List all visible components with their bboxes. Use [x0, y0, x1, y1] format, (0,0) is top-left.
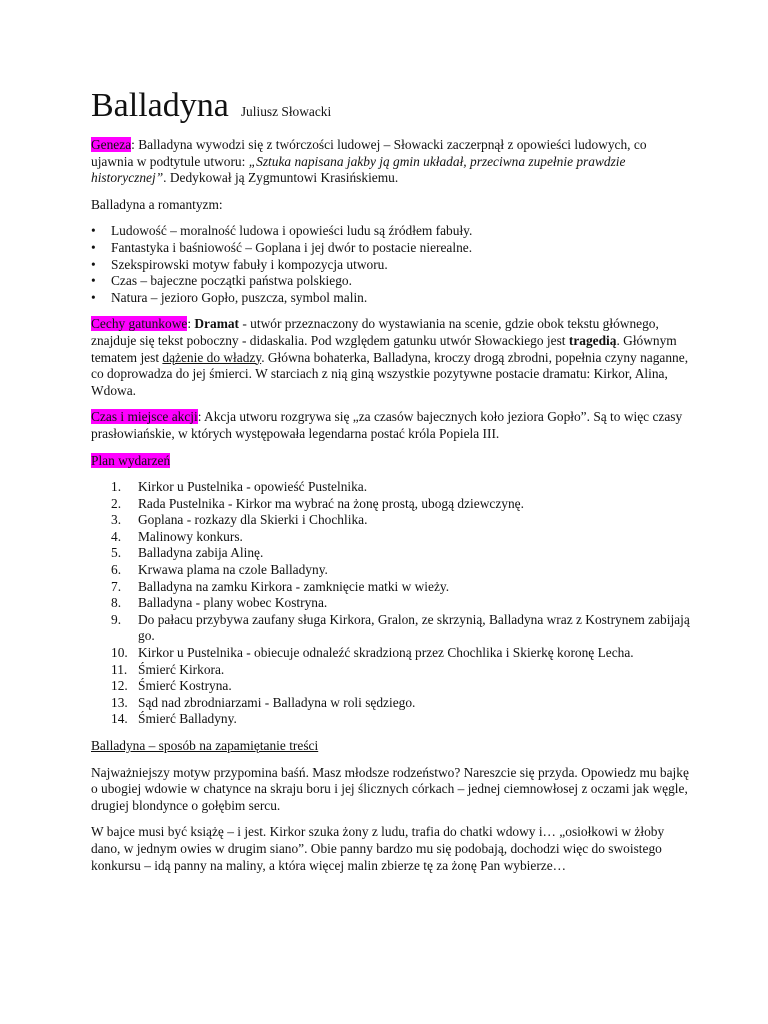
list-number: 10.	[111, 645, 128, 661]
list-item	[91, 695, 691, 712]
romantyzm-list	[91, 223, 691, 306]
plan-list	[91, 479, 691, 728]
list-item	[91, 289, 691, 307]
sposob-paragraph-1: Najważniejszy motyw przypomina baśń. Masz młodsze rodzeństwo? Nareszcie się przyda. Opowiedz mu bajkę o ubogiej wdowie w chatynce na skraju boru i jej ślicznych córkach – jednej ciemnowłosej z oczami jak węgle, drugiej blondynce o gołębim sercu.	[91, 764, 689, 813]
list-number: 14.	[111, 711, 128, 727]
list-number: 4.	[111, 528, 122, 544]
czas-paragraph	[91, 409, 691, 442]
list-item	[91, 678, 691, 695]
bullet-icon: •	[91, 239, 96, 255]
cechy-label: Cechy gatunkowe	[91, 316, 188, 332]
list-item-text: Ludowość – moralność ludowa i opowieści ludu są źródłem fabuły.	[111, 223, 473, 239]
geneza-quote: „Sztuka napisana jakby ją gmin układał, przeciwna zupełnie prawdzie historycznej”	[91, 153, 626, 186]
list-item-text: Do pałacu przybywa zaufany sługa Kirkora, Gralon, ze skrzynią, Balladyna wraz z Kostrynem zabijają go.	[138, 611, 690, 644]
list-item-text: Rada Pustelnika - Kirkor ma wybrać na żonę prostą, ubogą dziewczynę.	[138, 495, 524, 511]
list-item	[91, 711, 691, 728]
sposob-paragraph-2: W bajce musi być książę – i jest. Kirkor szuka żony z ludu, trafia do chatki wdowy i… „osiołkowi w żłoby dano, w jednym owies w drugim siano”. Obie panny bardzo mu się podobają, dochodzi więc do swoistego konkursu – idą panny na maliny, a która więcej malin zbierze tę za żonę Pan wybierze…	[91, 824, 665, 873]
cechy-bold-dramat: Dramat	[194, 316, 240, 332]
list-item	[91, 612, 691, 645]
list-number: 9.	[111, 611, 122, 627]
list-item	[91, 496, 691, 513]
list-number: 11.	[111, 661, 128, 677]
romantyzm-heading: Balladyna a romantyzm:	[91, 196, 223, 212]
list-item-text: Śmierć Kirkora.	[138, 661, 225, 677]
czas-label: Czas i miejsce akcji	[91, 409, 198, 425]
cechy-text-4: . Główna bohaterka, Balladyna, kroczy drogą zbrodni, popełnia czyny naganne, co doprowadza do jej śmierci. W starciach z nią giną wszystkie pozytywne postacie dramatu: Kirkor, Alina, Wdowa.	[91, 349, 689, 398]
list-item	[91, 479, 691, 496]
list-item-text: Kirkor u Pustelnika - opowieść Pustelnika.	[138, 479, 368, 495]
list-number: 3.	[111, 512, 122, 528]
sposob-heading-text: Balladyna – sposób na zapamiętanie treści	[91, 738, 319, 753]
list-item-text: Czas – bajeczne początki państwa polskiego.	[111, 273, 352, 289]
list-item	[91, 545, 691, 562]
bullet-icon: •	[91, 256, 96, 272]
cechy-text-3: . Głównym tematem jest	[91, 332, 677, 365]
cechy-text-2: - utwór przeznaczony do wystawiania na scenie, gdzie obok tekstu głównego, znajduje się tekst poboczny - didaskalia. Pod względem gatunku utwór Słowackiego jest	[91, 316, 659, 348]
list-item-text: Kirkor u Pustelnika - obiecuje odnaleźć skradzioną przez Chochlika i Skierkę koronę Lecha.	[138, 645, 634, 661]
bullet-icon: •	[91, 273, 96, 289]
list-item-text: Śmierć Kostryna.	[138, 678, 232, 694]
document-page	[91, 86, 691, 884]
geneza-text-1: : Balladyna wywodzi się z twórczości ludowej – Słowacki zaczerpnął z opowieści ludowych, co ujawnia w podtytule utworu:	[91, 137, 647, 169]
list-item-text: Szekspirowski motyw fabuły i kompozycja utworu.	[111, 256, 388, 272]
geneza-label: Geneza	[91, 137, 132, 152]
cechy-paragraph	[91, 316, 691, 399]
list-item-text: Natura – jezioro Gopło, puszcza, symbol malin.	[111, 289, 368, 305]
list-item	[91, 256, 691, 274]
list-item	[91, 662, 691, 679]
geneza-paragraph	[91, 137, 691, 187]
list-number: 13.	[111, 694, 128, 710]
bullet-icon: •	[91, 223, 96, 239]
list-item-text: Malinowy konkurs.	[138, 528, 243, 544]
cechy-underline: dążenie do władzy	[162, 349, 262, 365]
document-title: Balladyna	[91, 87, 229, 124]
list-item-text: Balladyna zabija Alinę.	[138, 545, 264, 561]
list-number: 5.	[111, 545, 122, 561]
list-item	[91, 529, 691, 546]
list-item	[91, 223, 691, 240]
cechy-bold-tragedia: tragedią	[568, 332, 617, 348]
list-number: 2.	[111, 495, 122, 511]
list-number: 6.	[111, 562, 122, 578]
list-number: 7.	[111, 578, 122, 594]
bullet-icon: •	[91, 289, 96, 305]
list-item	[91, 239, 691, 257]
plan-heading	[91, 453, 691, 470]
list-item-text: Krwawa plama na czole Balladyny.	[138, 562, 328, 578]
list-item	[91, 595, 691, 612]
list-number: 8.	[111, 595, 122, 611]
list-item-text: Śmierć Balladyny.	[138, 711, 237, 727]
plan-label: Plan wydarzeń	[91, 452, 171, 468]
list-item	[91, 645, 691, 662]
list-item-text: Goplana - rozkazy dla Skierki i Chochlika.	[138, 512, 368, 528]
list-item-text: Balladyna - plany wobec Kostryna.	[138, 595, 328, 611]
list-number: 1.	[111, 479, 122, 495]
list-item	[91, 562, 691, 579]
list-item-text: Fantastyka i baśniowość – Goplana i jej dwór to postacie nierealne.	[111, 239, 473, 255]
list-item-text: Balladyna na zamku Kirkora - zamknięcie matki w wieży.	[138, 578, 450, 594]
document-author: Juliusz Słowacki	[240, 104, 332, 119]
cechy-text-1: :	[187, 316, 195, 332]
list-item	[91, 273, 691, 290]
czas-text: : Akcja utworu rozgrywa się „za czasów bajecznych koło jeziora Gopło”. Są to więc czasy prasłowiańskie, w których występowała legendarna postać króla Popiela III.	[91, 409, 683, 441]
sposob-heading	[91, 738, 691, 755]
title-row	[91, 86, 691, 126]
list-number: 12.	[111, 678, 128, 694]
list-item	[91, 579, 691, 596]
list-item	[91, 512, 691, 529]
geneza-text-2: . Dedykował ją Zygmuntowi Krasińskiemu.	[163, 170, 399, 186]
list-item-text: Sąd nad zbrodniarzami - Balladyna w roli sędziego.	[138, 694, 416, 710]
